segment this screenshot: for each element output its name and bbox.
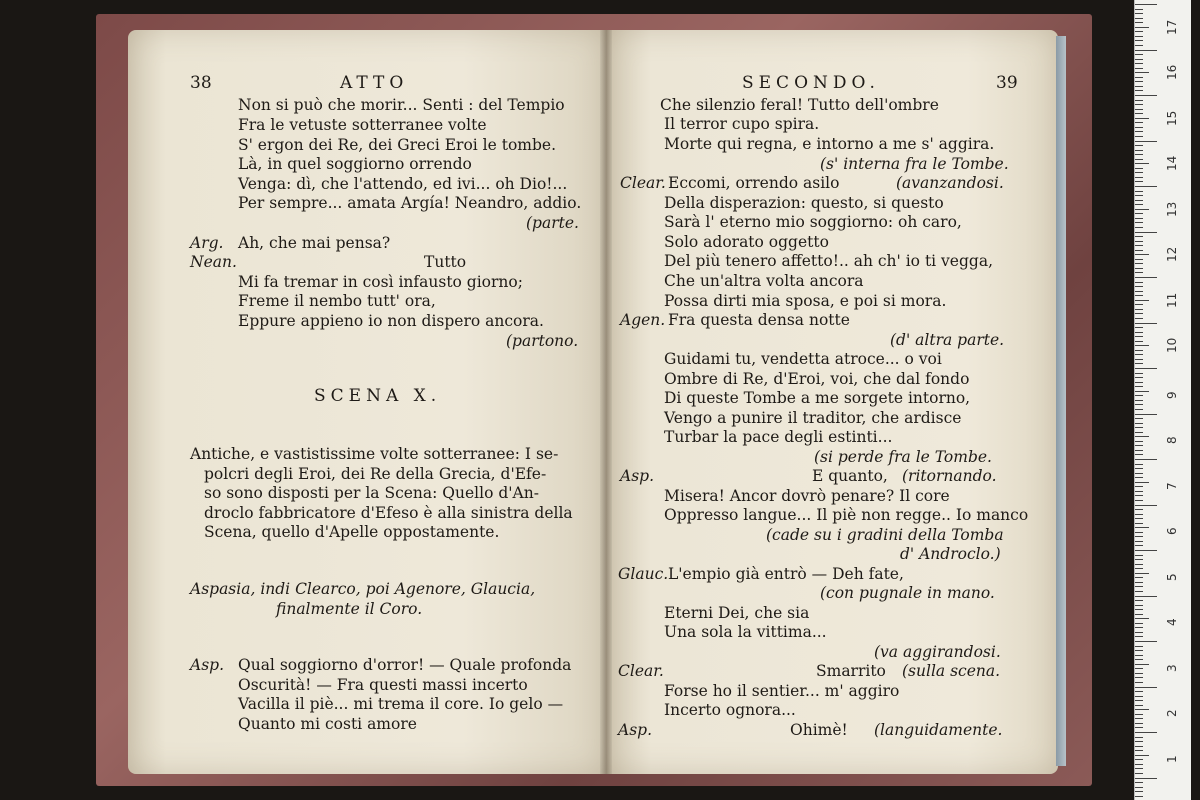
verse-line: E quanto, bbox=[812, 467, 888, 485]
verse-line: Mi fa tremar in così infausto giorno; bbox=[238, 273, 523, 291]
verse-line: Fra questa densa notte bbox=[668, 311, 850, 329]
ruler-tick bbox=[1135, 377, 1143, 378]
verse-line: Che un'altra volta ancora bbox=[664, 272, 864, 290]
ruler-tick bbox=[1135, 495, 1143, 496]
ruler-tick bbox=[1135, 768, 1143, 769]
speaker-label: Arg. bbox=[190, 234, 224, 252]
ruler-tick bbox=[1135, 586, 1143, 587]
verse-line: Smarrito bbox=[816, 662, 886, 680]
ruler-label: 5 bbox=[1165, 573, 1179, 581]
ruler-tick bbox=[1135, 359, 1143, 360]
ruler-tick bbox=[1135, 582, 1143, 583]
ruler-tick bbox=[1135, 145, 1143, 146]
scene-title: SCENA X. bbox=[314, 386, 442, 406]
ruler-tick bbox=[1135, 600, 1143, 601]
ruler-tick bbox=[1135, 787, 1143, 788]
page-edge bbox=[1056, 36, 1066, 766]
speaker-label: Agen. bbox=[620, 311, 666, 329]
ruler-tick bbox=[1135, 177, 1143, 178]
verse-line: Che silenzio feral! Tutto dell'ombre bbox=[660, 96, 939, 114]
ruler-tick bbox=[1135, 168, 1143, 169]
ruler-tick bbox=[1135, 86, 1143, 87]
ruler-tick bbox=[1135, 295, 1143, 296]
character-list: Aspasia, indi Clearco, poi Agenore, Glaucia, bbox=[190, 580, 536, 598]
verse-line: Freme il nembo tutt' ora, bbox=[238, 292, 436, 310]
ruler-tick bbox=[1135, 568, 1143, 569]
ruler-tick bbox=[1135, 536, 1143, 537]
verse-line: Il terror cupo spira. bbox=[664, 115, 820, 133]
ruler-tick bbox=[1135, 559, 1143, 560]
verse-line: Ohimè! bbox=[790, 721, 848, 739]
ruler-tick bbox=[1135, 186, 1157, 187]
ruler-tick bbox=[1135, 523, 1143, 524]
ruler-tick bbox=[1135, 241, 1143, 242]
ruler-tick bbox=[1135, 27, 1149, 28]
ruler-tick bbox=[1135, 172, 1143, 173]
stage-direction: d' Androclo.) bbox=[900, 545, 1001, 563]
ruler-tick bbox=[1135, 350, 1143, 351]
ruler-tick bbox=[1135, 500, 1143, 501]
ruler-label: 3 bbox=[1165, 664, 1179, 672]
ruler-tick bbox=[1135, 118, 1149, 119]
verse-line: Una sola la vittima... bbox=[664, 623, 827, 641]
verse-line: Forse ho il sentier... m' aggiro bbox=[664, 682, 900, 700]
ruler-tick bbox=[1135, 609, 1143, 610]
ruler-tick bbox=[1135, 682, 1143, 683]
ruler-tick bbox=[1135, 154, 1143, 155]
ruler-tick bbox=[1135, 505, 1157, 506]
ruler-tick bbox=[1135, 400, 1143, 401]
ruler-tick bbox=[1135, 181, 1143, 182]
ruler-label: 8 bbox=[1165, 436, 1179, 445]
ruler-tick bbox=[1135, 632, 1143, 633]
ruler-tick bbox=[1135, 131, 1143, 132]
ruler-tick bbox=[1135, 709, 1149, 710]
ruler-label: 11 bbox=[1165, 292, 1179, 308]
stage-direction: (ritornando. bbox=[902, 467, 997, 485]
verse-line: Della disperazion: questo, si questo bbox=[664, 194, 944, 212]
verse-line: Venga: dì, che l'attendo, ed ivi... oh Dio!... bbox=[238, 175, 568, 193]
ruler-tick bbox=[1135, 254, 1149, 255]
ruler-label: 16 bbox=[1165, 64, 1179, 81]
ruler-tick bbox=[1135, 454, 1143, 455]
ruler-tick bbox=[1135, 404, 1143, 405]
ruler-tick bbox=[1135, 113, 1143, 114]
ruler-tick bbox=[1135, 54, 1143, 55]
ruler-tick bbox=[1135, 391, 1149, 392]
ruler-tick bbox=[1135, 218, 1143, 219]
ruler-tick bbox=[1135, 482, 1149, 483]
ruler-tick bbox=[1135, 618, 1149, 619]
ruler-tick bbox=[1135, 245, 1143, 246]
verse-line: Qual soggiorno d'orror! — Quale profonda bbox=[238, 656, 572, 674]
ruler-tick bbox=[1135, 227, 1143, 228]
ruler-tick bbox=[1135, 445, 1143, 446]
ruler-tick bbox=[1135, 136, 1143, 137]
ruler-label: 6 bbox=[1165, 527, 1179, 536]
stage-direction: (parte. bbox=[526, 214, 579, 232]
ruler-tick bbox=[1135, 18, 1143, 19]
ruler-tick bbox=[1135, 127, 1143, 128]
ruler-tick bbox=[1135, 687, 1157, 688]
scene-description-line: polcri degli Eroi, dei Re della Grecia, d'Efe- bbox=[204, 465, 547, 483]
ruler-tick bbox=[1135, 195, 1143, 196]
ruler-tick bbox=[1135, 545, 1143, 546]
ruler-tick bbox=[1135, 323, 1157, 324]
ruler-tick bbox=[1135, 605, 1143, 606]
ruler-tick bbox=[1135, 509, 1143, 510]
speaker-label: Asp. bbox=[620, 467, 654, 485]
speaker-label: Nean. bbox=[190, 253, 237, 271]
ruler-tick bbox=[1135, 723, 1143, 724]
ruler-label: 14 bbox=[1165, 155, 1179, 172]
left-page bbox=[128, 30, 606, 774]
ruler-tick bbox=[1135, 518, 1143, 519]
verse-line: Incerto ognora... bbox=[664, 701, 796, 719]
stage-direction: (con pugnale in mano. bbox=[820, 584, 995, 602]
ruler-tick bbox=[1135, 423, 1143, 424]
right-page bbox=[606, 30, 1058, 774]
ruler-tick bbox=[1135, 409, 1143, 410]
scene-description-line: droclo fabbricatore d'Efeso è alla sinistra della bbox=[204, 504, 573, 522]
ruler-tick bbox=[1135, 555, 1143, 556]
ruler-label: 12 bbox=[1165, 246, 1179, 263]
ruler-tick bbox=[1135, 664, 1149, 665]
ruler-label: 4 bbox=[1165, 618, 1179, 627]
ruler-tick bbox=[1135, 336, 1143, 337]
ruler-tick bbox=[1135, 318, 1143, 319]
stage-direction: (va aggirandosi. bbox=[874, 643, 1001, 661]
ruler-label: 10 bbox=[1165, 337, 1179, 354]
stage-direction: (s' interna fra le Tombe. bbox=[820, 155, 1009, 173]
ruler-tick bbox=[1135, 282, 1143, 283]
ruler-tick bbox=[1135, 514, 1143, 515]
ruler-tick bbox=[1135, 341, 1143, 342]
ruler-tick bbox=[1135, 272, 1143, 273]
ruler-tick bbox=[1135, 382, 1143, 383]
ruler-tick bbox=[1135, 309, 1143, 310]
verse-line: Di queste Tombe a me sorgete intorno, bbox=[664, 389, 971, 407]
stage-direction: (si perde fra le Tombe. bbox=[814, 448, 992, 466]
ruler-tick bbox=[1135, 163, 1149, 164]
ruler-tick bbox=[1135, 304, 1143, 305]
ruler-tick bbox=[1135, 9, 1143, 10]
ruler-tick bbox=[1135, 122, 1143, 123]
verse-line: S' ergon dei Re, dei Greci Eroi le tombe. bbox=[238, 136, 557, 154]
book-gutter bbox=[600, 30, 612, 774]
ruler-tick bbox=[1135, 414, 1157, 415]
ruler-tick bbox=[1135, 68, 1143, 69]
ruler-tick bbox=[1135, 373, 1143, 374]
ruler-tick bbox=[1135, 327, 1143, 328]
ruler-tick bbox=[1135, 564, 1143, 565]
ruler-tick bbox=[1135, 313, 1143, 314]
verse-line: Turbar la pace degli estinti... bbox=[664, 428, 893, 446]
scene-description-line: so sono disposti per la Scena: Quello d'An- bbox=[204, 484, 539, 502]
ruler-tick bbox=[1135, 641, 1157, 642]
ruler-tick bbox=[1135, 732, 1157, 733]
ruler-tick bbox=[1135, 791, 1143, 792]
ruler-tick bbox=[1135, 459, 1157, 460]
stage-direction: (languidamente. bbox=[874, 721, 1003, 739]
verse-line: Fra le vetuste sotterranee volte bbox=[238, 116, 487, 134]
verse-line: Ah, che mai pensa? bbox=[238, 234, 391, 252]
ruler-tick bbox=[1135, 268, 1143, 269]
speaker-label: Asp. bbox=[618, 721, 652, 739]
ruler-tick bbox=[1135, 286, 1143, 287]
ruler-tick bbox=[1135, 573, 1149, 574]
verse-line: Quanto mi costi amore bbox=[238, 715, 417, 733]
verse-line: Possa dirti mia sposa, e poi si mora. bbox=[664, 292, 947, 310]
verse-line: Eppure appieno io non dispero ancora. bbox=[238, 312, 544, 330]
ruler-tick bbox=[1135, 395, 1143, 396]
ruler-tick bbox=[1135, 72, 1149, 73]
speaker-label: Glauc. bbox=[618, 565, 669, 583]
ruler-tick bbox=[1135, 159, 1143, 160]
stage-direction: (cade su i gradini della Tomba bbox=[766, 526, 1004, 544]
ruler-tick bbox=[1135, 714, 1143, 715]
ruler-tick bbox=[1135, 200, 1143, 201]
ruler-tick bbox=[1135, 668, 1143, 669]
verse-line: Tutto bbox=[424, 253, 467, 271]
ruler-tick bbox=[1135, 50, 1157, 51]
stage-direction: (d' altra parte. bbox=[890, 331, 1005, 349]
verse-line: Là, in quel soggiorno orrendo bbox=[238, 155, 472, 173]
ruler-tick bbox=[1135, 345, 1149, 346]
ruler-tick bbox=[1135, 591, 1143, 592]
ruler-tick bbox=[1135, 432, 1143, 433]
ruler-tick bbox=[1135, 418, 1143, 419]
ruler-tick bbox=[1135, 782, 1143, 783]
ruler-tick bbox=[1135, 95, 1157, 96]
ruler-tick bbox=[1135, 204, 1143, 205]
ruler-tick bbox=[1135, 59, 1143, 60]
verse-line: L'empio già entrò — Deh fate, bbox=[668, 565, 904, 583]
ruler-label: 13 bbox=[1165, 201, 1179, 217]
ruler-tick bbox=[1135, 596, 1157, 597]
ruler-tick bbox=[1135, 650, 1143, 651]
ruler-label: 15 bbox=[1165, 110, 1179, 126]
ruler-tick bbox=[1135, 700, 1143, 701]
verse-line: Vacilla il piè... mi trema il core. Io gelo — bbox=[238, 695, 564, 713]
ruler-tick bbox=[1135, 473, 1143, 474]
ruler-tick bbox=[1135, 627, 1143, 628]
ruler-tick bbox=[1135, 104, 1143, 105]
ruler-tick bbox=[1135, 705, 1143, 706]
character-list: finalmente il Coro. bbox=[276, 600, 423, 618]
ruler-tick bbox=[1135, 577, 1143, 578]
scene-description-line: Antiche, e vastistissime volte sotterranee: I se- bbox=[190, 445, 559, 463]
ruler-tick bbox=[1135, 22, 1143, 23]
verse-line: Sarà l' eterno mio soggiorno: oh caro, bbox=[664, 213, 962, 231]
ruler-tick bbox=[1135, 109, 1143, 110]
ruler-tick bbox=[1135, 750, 1143, 751]
ruler-tick bbox=[1135, 737, 1143, 738]
ruler-tick bbox=[1135, 236, 1143, 237]
ruler-tick bbox=[1135, 691, 1143, 692]
ruler-tick bbox=[1135, 778, 1157, 779]
ruler-tick bbox=[1135, 696, 1143, 697]
ruler-tick bbox=[1135, 90, 1143, 91]
ruler-tick bbox=[1135, 386, 1143, 387]
ruler-tick bbox=[1135, 755, 1149, 756]
ruler-tick bbox=[1135, 354, 1143, 355]
speaker-label: Clear. bbox=[620, 174, 666, 192]
verse-line: Non si può che morir... Senti : del Tempio bbox=[238, 96, 565, 114]
ruler-tick bbox=[1135, 277, 1157, 278]
ruler-tick bbox=[1135, 291, 1143, 292]
ruler-tick bbox=[1135, 541, 1143, 542]
verse-line: Oppresso langue... Il piè non regge.. Io manco bbox=[664, 506, 1029, 524]
verse-line: Guidami tu, vendetta atroce... o voi bbox=[664, 350, 942, 368]
ruler-tick bbox=[1135, 773, 1143, 774]
ruler-tick bbox=[1135, 36, 1143, 37]
ruler-tick bbox=[1135, 40, 1143, 41]
ruler-tick bbox=[1135, 673, 1143, 674]
ruler-tick bbox=[1135, 263, 1143, 264]
ruler-tick bbox=[1135, 232, 1157, 233]
ruler-tick bbox=[1135, 477, 1143, 478]
verse-line: Ombre di Re, d'Eroi, voi, che dal fondo bbox=[664, 370, 970, 388]
page-header-left: ATTO bbox=[340, 73, 409, 93]
ruler-tick bbox=[1135, 727, 1143, 728]
ruler-tick bbox=[1135, 191, 1143, 192]
verse-line: Del più tenero affetto!.. ah ch' io ti vegga, bbox=[664, 252, 993, 270]
ruler-tick bbox=[1135, 718, 1143, 719]
ruler-tick bbox=[1135, 486, 1143, 487]
ruler-label: 1 bbox=[1165, 755, 1179, 763]
ruler-tick bbox=[1135, 368, 1157, 369]
ruler-tick bbox=[1135, 796, 1143, 797]
ruler-tick bbox=[1135, 468, 1143, 469]
ruler-tick bbox=[1135, 623, 1143, 624]
ruler-label: 9 bbox=[1165, 391, 1179, 399]
ruler-tick bbox=[1135, 222, 1143, 223]
ruler-tick bbox=[1135, 332, 1143, 333]
verse-line: Solo adorato oggetto bbox=[664, 233, 829, 251]
ruler-label: 2 bbox=[1165, 709, 1179, 718]
ruler-tick bbox=[1135, 363, 1143, 364]
ruler-tick bbox=[1135, 13, 1143, 14]
ruler-tick bbox=[1135, 746, 1143, 747]
verse-line: Eccomi, orrendo asilo bbox=[668, 174, 840, 192]
ruler-tick bbox=[1135, 436, 1149, 437]
ruler-tick bbox=[1135, 63, 1143, 64]
ruler-tick bbox=[1135, 646, 1143, 647]
ruler-tick bbox=[1135, 4, 1157, 5]
stage-direction: (avanzandosi. bbox=[896, 174, 1004, 192]
ruler-tick bbox=[1135, 31, 1143, 32]
ruler-tick bbox=[1135, 677, 1143, 678]
page-number-right: 39 bbox=[996, 73, 1018, 93]
verse-line: Vengo a punire il traditor, che ardisce bbox=[664, 409, 962, 427]
ruler-tick bbox=[1135, 491, 1143, 492]
verse-line: Oscurità! — Fra questi massi incerto bbox=[238, 676, 528, 694]
ruler-tick bbox=[1135, 741, 1143, 742]
ruler-tick bbox=[1135, 764, 1143, 765]
ruler-tick bbox=[1135, 532, 1143, 533]
ruler-tick bbox=[1135, 659, 1143, 660]
speaker-label: Clear. bbox=[618, 662, 664, 680]
verse-line: Per sempre... amata Argía! Neandro, addio. bbox=[238, 194, 582, 212]
ruler-label: 7 bbox=[1165, 482, 1179, 490]
ruler-tick bbox=[1135, 77, 1143, 78]
ruler-tick bbox=[1135, 141, 1157, 142]
stage-direction: (partono. bbox=[506, 332, 579, 350]
page-number-left: 38 bbox=[190, 73, 212, 93]
ruler-tick bbox=[1135, 441, 1143, 442]
ruler-tick bbox=[1135, 636, 1143, 637]
ruler-tick bbox=[1135, 614, 1143, 615]
ruler-tick bbox=[1135, 450, 1143, 451]
ruler-tick bbox=[1135, 655, 1143, 656]
ruler-tick bbox=[1135, 45, 1143, 46]
ruler-tick bbox=[1135, 250, 1143, 251]
verse-line: Eterni Dei, che sia bbox=[664, 604, 810, 622]
ruler-tick bbox=[1135, 527, 1149, 528]
ruler-tick bbox=[1135, 150, 1143, 151]
stage-direction: (sulla scena. bbox=[902, 662, 1001, 680]
ruler-tick bbox=[1135, 209, 1149, 210]
ruler-tick bbox=[1135, 213, 1143, 214]
ruler-tick bbox=[1135, 81, 1143, 82]
ruler-tick bbox=[1135, 550, 1157, 551]
verse-line: Morte qui regna, e intorno a me s' aggira. bbox=[664, 135, 995, 153]
page-header-right: SECONDO. bbox=[742, 73, 880, 93]
speaker-label: Asp. bbox=[190, 656, 224, 674]
ruler-tick bbox=[1135, 300, 1149, 301]
verse-line: Misera! Ancor dovrò penare? Il core bbox=[664, 487, 950, 505]
ruler-tick bbox=[1135, 464, 1143, 465]
measuring-ruler bbox=[1134, 0, 1191, 800]
ruler-tick bbox=[1135, 259, 1143, 260]
scene-description-line: Scena, quello d'Apelle oppostamente. bbox=[204, 523, 500, 541]
ruler-tick bbox=[1135, 427, 1143, 428]
ruler-label: 17 bbox=[1165, 19, 1179, 35]
ruler-tick bbox=[1135, 759, 1143, 760]
ruler-tick bbox=[1135, 100, 1143, 101]
